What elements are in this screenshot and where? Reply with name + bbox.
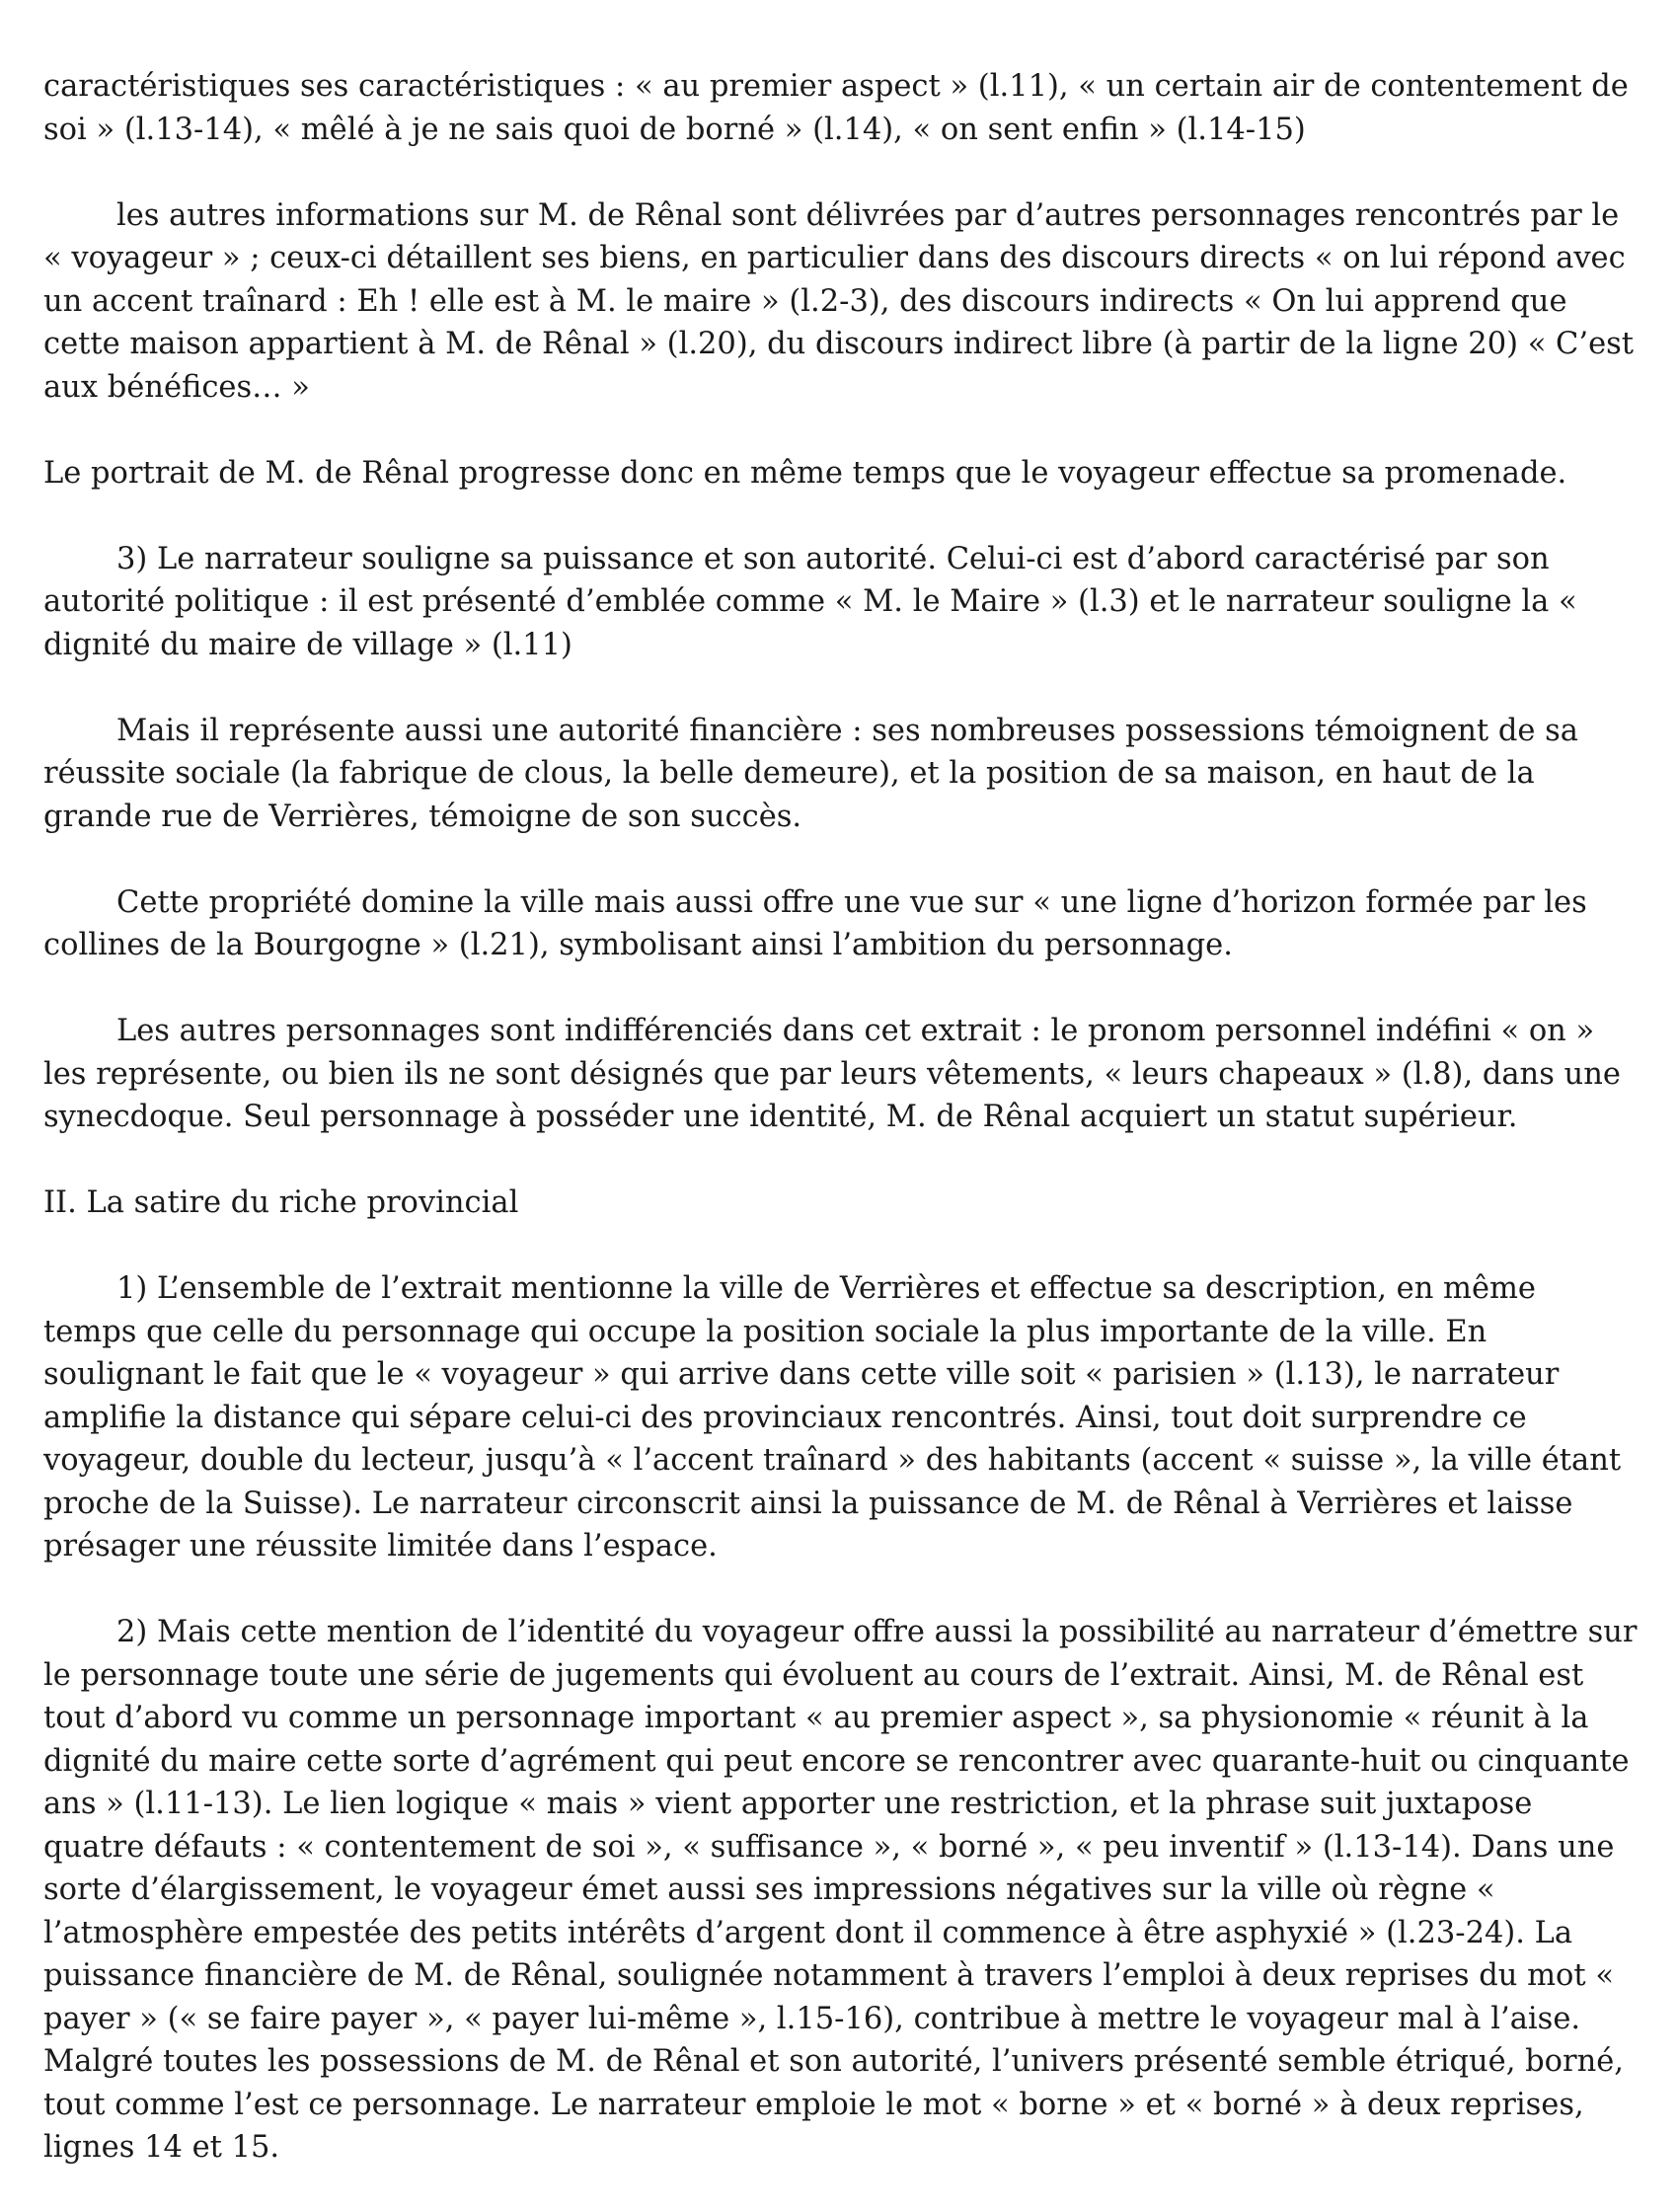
paragraph-characteristics: caractéristiques ses caractéristiques : « au premier aspect » (l.11), « un certain air de contentement de soi » (l.13-14), « mêlé à je ne sais quoi de borné » (l.14), « on sent enfin » (l.14-15) [43, 69, 1629, 147]
document-page [43, 65, 1639, 2212]
paragraph-traveler-judgements: 2) Mais cette mention de l’identité du voyageur offre aussi la possibilité au narrateur d’émettre sur le personnage toute une série de jugements qui évoluent au cours de l’extrait. Ainsi, M. de Rênal est tout d’abord vu comme un personnage important « au premier aspect », sa physionomie « réunit à la dignité du maire cette sorte d’agrément qui peut encore se rencontrer avec quarante-huit ou cinquante ans » (l.11-13). Le lien logique « mais » vient apporter une restriction, et la phrase suit juxtapose quatre défauts : « contentement de soi », « suffisance », « borné », « peu inventif » (l.13-14). Dans une sorte d’élargissement, le voyageur émet aussi ses impressions négatives sur la ville où règne « l’atmosphère empestée des petits intérêts d’argent dont il commence à être asphyxié » (l.23-24). La puissance financière de M. de Rênal, soulignée notamment à travers l’emploi à deux reprises du mot « payer » (« se faire payer », « payer lui-même », l.15-16), contribue à mettre le voyageur mal à l’aise. Malgré toutes les possessions de M. de Rênal et son autorité, l’univers présenté semble étriqué, borné, tout comme l’est ce personnage. Le narrateur emploie le mot « borne » et « borné » à deux reprises, lignes 14 et 15. [43, 1615, 1638, 2165]
paragraph-verrieres-description: 1) L’ensemble de l’extrait mentionne la ville de Verrières et effectue sa description, en même temps que celle du personnage qui occupe la position sociale la plus importante de la ville. En soulignant le fait que le « voyageur » qui arrive dans cette ville soit « parisien » (l.13), le narrateur amplifie la distance qui sépare celui-ci des provinciaux rencontrés. Ainsi, tout doit surprendre ce voyageur, double du lecteur, jusqu’à « l’accent traînard » des habitants (accent « suisse », la ville étant proche de la Suisse). Le narrateur circonscrit ainsi la puissance de M. de Rênal à Verrières et laisse présager une réussite limitée dans l’espace. [43, 1271, 1622, 1564]
paragraph-property-view: Cette propriété domine la ville mais aussi offre une vue sur « une ligne d’horizon formée par les collines de la Bourgogne » (l.21), symbolisant ainsi l’ambition du personnage. [43, 884, 1587, 962]
section-heading: II. La satire du riche provincial [43, 1185, 519, 1220]
paragraph-portrait-progress: Le portrait de M. de Rênal progresse donc en même temps que le voyageur effectue sa promenade. [43, 455, 1567, 491]
paragraph-financial-authority: Mais il représente aussi une autorité financière : ses nombreuses possessions témoignent de sa réussite sociale (la fabrique de clous, la belle demeure), et la position de sa maison, en haut de la grande rue de Verrières, témoigne de son succès. [43, 713, 1578, 834]
paragraph-power-authority: 3) Le narrateur souligne sa puissance et son autorité. Celui-ci est d’abord caractérisé par son autorité politique : il est présenté d’emblée comme « M. le Maire » (l.3) et le narrateur souligne la « dignité du maire de village » (l.11) [43, 541, 1577, 662]
paragraph-other-characters: Les autres personnages sont indifférenciés dans cet extrait : le pronom personnel indéfini « on » les représente, ou bien ils ne sont désignés que par leurs vêtements, « leurs chapeaux » (l.8), dans une synecdoque. Seul personnage à posséder une identité, M. de Rênal acquiert un statut supérieur. [43, 1014, 1621, 1134]
paragraph-other-informations: les autres informations sur M. de Rênal sont délivrées par d’autres personnages rencontrés par le « voyageur » ; ceux-ci détaillent ses biens, en particulier dans des discours directs « on lui répond avec un accent traînard : Eh ! elle est à M. le maire » (l.2-3), des discours indirects « On lui apprend que cette maison appartient à M. de Rênal » (l.20), du discours indirect libre (à partir de la ligne 20) « C’est aux bénéfices… » [43, 197, 1635, 405]
